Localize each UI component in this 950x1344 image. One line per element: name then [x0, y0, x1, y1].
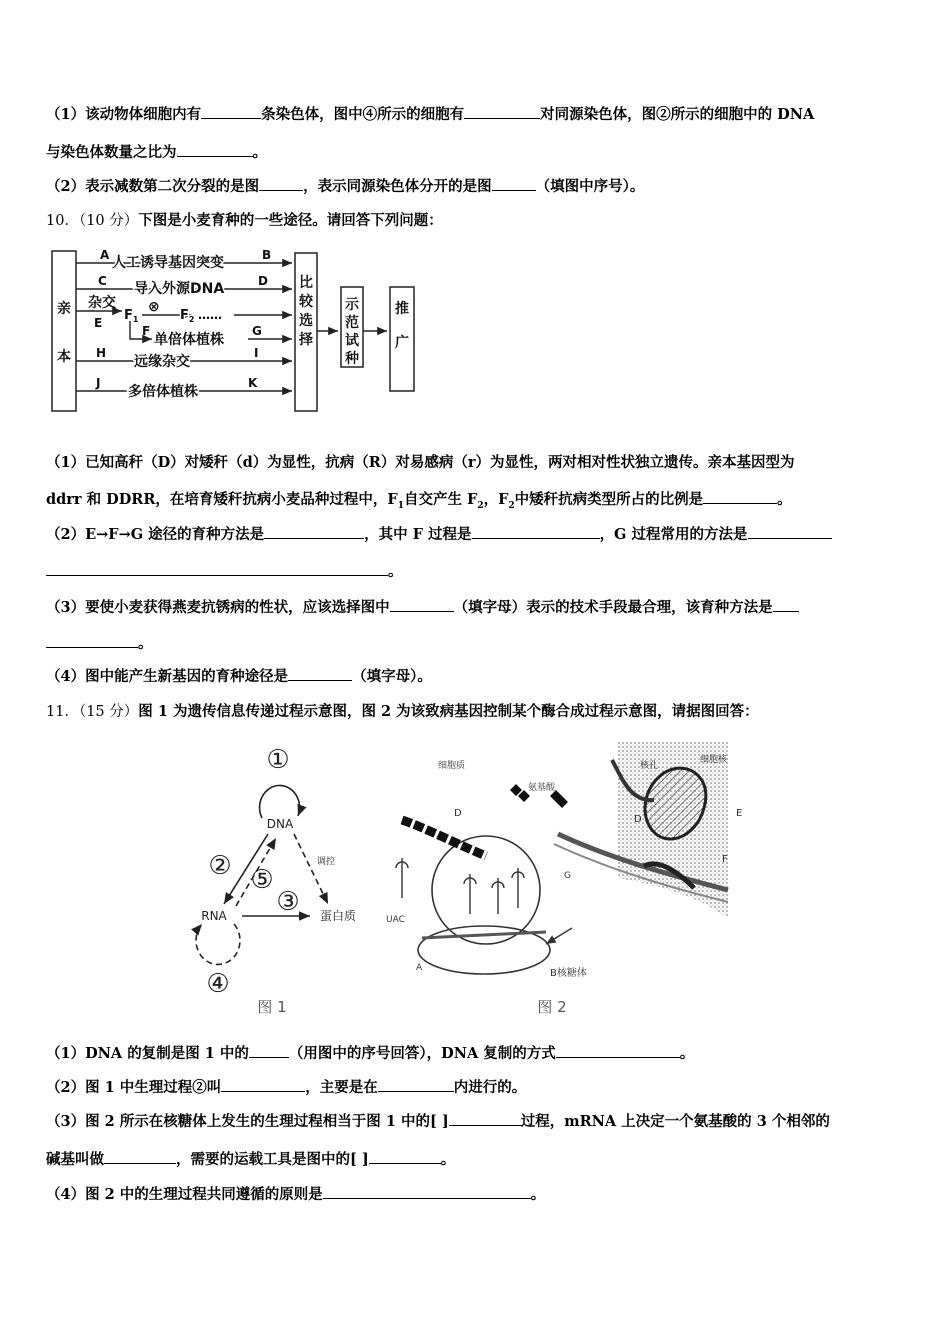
q10-part2-line2	[46, 560, 403, 581]
mrna-strand	[422, 932, 546, 938]
answer-blank[interactable]	[177, 144, 253, 157]
answer-blank[interactable]	[390, 599, 454, 612]
cytoplasm-label: 细胞质	[438, 761, 466, 771]
question-score: （15 分）	[78, 704, 139, 720]
q10-part1-text: 。	[777, 491, 792, 508]
q10-part3-text: 。	[138, 635, 153, 652]
answer-blank[interactable]	[249, 1045, 289, 1058]
q11-part2-text: 内进行的。	[453, 1079, 527, 1096]
answer-blank[interactable]	[748, 526, 832, 539]
process-1-number: ①	[266, 745, 290, 775]
ribosome-zoom-circle	[432, 836, 540, 944]
path-label: E	[94, 316, 103, 330]
answer-blank[interactable]	[703, 491, 777, 504]
answer-blank[interactable]	[201, 106, 261, 119]
path-label: J	[96, 376, 101, 390]
path-label: K	[248, 376, 258, 390]
demo-label: 示	[345, 297, 359, 313]
q11-part2-text: ，主要是在	[305, 1079, 378, 1096]
path-label: D	[258, 274, 268, 288]
parent-box	[52, 251, 76, 411]
question-score: （10 分）	[78, 213, 139, 229]
question-stem: 下图是小麦育种的一些途径。请回答下列问题：	[138, 212, 443, 229]
q10-part1-text: 中矮秆抗病类型所占的比例是	[514, 491, 704, 508]
q9-part1-line2	[46, 141, 267, 162]
f2-label: $F_2$	[180, 308, 195, 324]
parent-label: 本	[57, 349, 71, 365]
q11-part2-text: （2）图 1 中生理过程②叫	[46, 1079, 222, 1096]
q11-part1-text: （1）DNA 的复制是图 1 中的	[46, 1045, 249, 1062]
answer-blank[interactable]	[472, 526, 600, 539]
answer-blank[interactable]	[369, 1151, 441, 1164]
q10-part1-line2	[46, 488, 792, 511]
q11-part3-line2	[46, 1148, 455, 1169]
answer-blank[interactable]	[378, 1079, 454, 1092]
q10-part2-text: ，其中 F 过程是	[364, 526, 472, 543]
compare-label: 较	[299, 294, 313, 310]
q11-part4	[46, 1183, 545, 1204]
q9-part1-text: 对同源染色体，图②所示的细胞中的 DNA	[540, 106, 815, 123]
dna-label: DNA	[266, 817, 294, 831]
q10-stem	[46, 209, 443, 230]
question-number: 10．	[46, 213, 79, 229]
figure-1-central-dogma	[180, 738, 380, 1020]
q11-part1	[46, 1042, 694, 1063]
ellipsis: ……	[198, 308, 222, 322]
answer-blank[interactable]	[264, 526, 364, 539]
promote-label: 广	[395, 335, 409, 351]
q10-part1-text: 自交产生 F	[403, 491, 478, 508]
q10-part3-text: （3）要使小麦获得燕麦抗锈病的性状，应该选择图中	[46, 599, 390, 616]
f1-label: $F_1$	[124, 308, 139, 324]
q10-part3-line2	[46, 632, 153, 653]
q11-part3-line1	[46, 1110, 830, 1131]
mutation-label: 人工诱导基因突变	[112, 255, 224, 271]
path-label: A	[100, 248, 110, 262]
polyploid-label: 多倍体植株	[128, 384, 198, 400]
label-d-nucleus: D	[634, 814, 642, 825]
q11-part3-text: 过程，mRNA 上决定一个氨基酸的 3 个相邻的	[520, 1113, 830, 1130]
answer-blank[interactable]	[492, 178, 536, 191]
nuclear-pore-label: 核孔	[640, 761, 659, 771]
q10-part3-text: （填字母）表示的技术手段最合理，该育种方法是	[453, 599, 773, 616]
q11-part4-text: （4）图 2 中的生理过程共同遵循的原则是	[46, 1186, 323, 1203]
q10-part2-text: ，G 过程常用的方法是	[599, 526, 748, 543]
zoom-arrow	[546, 928, 572, 944]
subscript: 2	[508, 500, 515, 511]
path-label: C	[98, 274, 107, 288]
path-label: F	[142, 324, 151, 338]
figure-2-caption: 图 2	[537, 998, 567, 1016]
path-label: I	[254, 346, 259, 360]
q10-part4-text: （填字母）。	[352, 668, 432, 685]
q10-part4-text: （4）图中能产生新基因的育种途径是	[46, 668, 289, 685]
label-e: E	[736, 808, 743, 819]
q11-part1-text: 。	[679, 1045, 695, 1062]
q10-part1-text: ddrr 和 DDRR，在培育矮秆抗病小麦品种过程中，F	[46, 491, 398, 508]
subscript: 2	[477, 500, 484, 511]
process-2-number: ②	[208, 851, 232, 881]
q11-part1-text: （用图中的序号回答），DNA 复制的方式	[288, 1045, 556, 1062]
path-label: H	[96, 346, 107, 360]
figure-1-caption: 图 1	[257, 998, 287, 1016]
q10-part3-line1	[46, 596, 799, 617]
answer-blank[interactable]	[323, 1186, 531, 1199]
label-g: G	[564, 871, 571, 881]
demo-label: 种	[345, 351, 359, 367]
distant-cross-label: 远缘杂交	[134, 354, 190, 370]
q9-part2-text: （2）表示减数第二次分裂的是图	[46, 178, 260, 195]
foreign-dna-label: 导入外源DNA	[134, 281, 225, 297]
process-4-number: ④	[206, 969, 230, 999]
cross-label: 杂交	[88, 295, 116, 311]
q9-part1-text: （1）该动物体细胞内有	[46, 106, 202, 123]
codon-label: UAC	[386, 915, 405, 925]
q9-part1-text: 条染色体，图中④所示的细胞有	[261, 106, 465, 123]
answer-blank[interactable]	[449, 1113, 521, 1126]
answer-blank[interactable]	[104, 1151, 176, 1164]
q11-part2	[46, 1076, 526, 1097]
haploid-label: 单倍体植株	[154, 332, 224, 348]
parent-label: 亲	[57, 301, 71, 317]
q11-part3-text: 碱基叫做	[46, 1151, 104, 1168]
q11-part3-text: 。	[440, 1151, 456, 1168]
q10-part2-line1	[46, 523, 832, 544]
answer-blank[interactable]	[288, 668, 352, 681]
rna-label: RNA	[201, 909, 227, 923]
ribosome-label: B核糖体	[550, 968, 587, 979]
compare-label: 比	[299, 275, 313, 291]
demo-label: 试	[345, 333, 359, 349]
q10-part2-text: 。	[388, 563, 403, 580]
replication-loop-arrow	[260, 785, 300, 818]
amino-acid-label: 氨基酸	[528, 783, 556, 793]
breeding-pathways-diagram	[48, 243, 420, 415]
q11-part3-text: ，需要的运载工具是图中的[ ]	[176, 1151, 369, 1168]
q11-part4-text: 。	[530, 1186, 546, 1203]
q9-part1-line1	[46, 103, 814, 124]
label-f: F	[722, 854, 728, 865]
answer-blank[interactable]	[221, 1079, 305, 1092]
answer-blank[interactable]	[773, 599, 799, 612]
question-number: 11．	[46, 704, 79, 720]
q10-part4	[46, 665, 432, 686]
nucleus-label: 细胞核	[700, 755, 728, 765]
q9-part1-text: 与染色体数量之比为	[46, 144, 177, 161]
protein-label: 蛋白质	[319, 909, 357, 923]
compare-label: 择	[299, 332, 313, 348]
promote-label: 推	[395, 301, 409, 317]
answer-blank[interactable]	[556, 1045, 680, 1058]
q10-part1-line1	[46, 451, 795, 472]
answer-blank[interactable]	[46, 635, 138, 648]
trna-molecules	[396, 858, 524, 914]
answer-blank[interactable]	[46, 563, 388, 576]
path-label: B	[262, 248, 272, 262]
q10-part1-text: ，F	[483, 491, 509, 508]
rna-replication-arrow	[196, 924, 240, 964]
figure-2-enzyme-synthesis	[382, 738, 743, 1020]
q11-part3-text: （3）图 2 所示在核糖体上发生的生理过程相当于图 1 中的[ ]	[46, 1113, 449, 1130]
q11-stem	[46, 700, 759, 721]
process-5-number: ⑤	[250, 865, 274, 895]
regulate-label: 调控	[316, 857, 336, 867]
path-label: G	[252, 324, 262, 338]
label-a: A	[416, 963, 423, 973]
subscript: 1	[397, 500, 404, 511]
label-d: D	[454, 808, 462, 819]
answer-blank[interactable]	[259, 178, 303, 191]
demo-label: 范	[345, 315, 359, 331]
process-3-number: ③	[276, 887, 300, 917]
q9-part2-text: （填图中序号）。	[535, 178, 645, 195]
q10-part1-text: （1）已知高秆（D）对矮秆（d）为显性，抗病（R）对易感病（r）为显性，两对相对性状独立遗传。亲本基因型为	[46, 454, 795, 471]
question-stem: 图 1 为遗传信息传递过程示意图，图 2 为该致病基因控制某个酶合成过程示意图，请据图回答：	[138, 703, 759, 720]
q10-part2-text: （2）E→F→G 途径的育种方法是	[46, 526, 265, 543]
q9-part2-text: ，表示同源染色体分开的是图	[303, 178, 492, 195]
answer-blank[interactable]	[464, 106, 540, 119]
q9-part2	[46, 175, 644, 196]
selfing-symbol: ⊗	[148, 299, 160, 315]
q9-part1-text: 。	[252, 144, 267, 161]
compare-label: 选	[299, 313, 313, 329]
